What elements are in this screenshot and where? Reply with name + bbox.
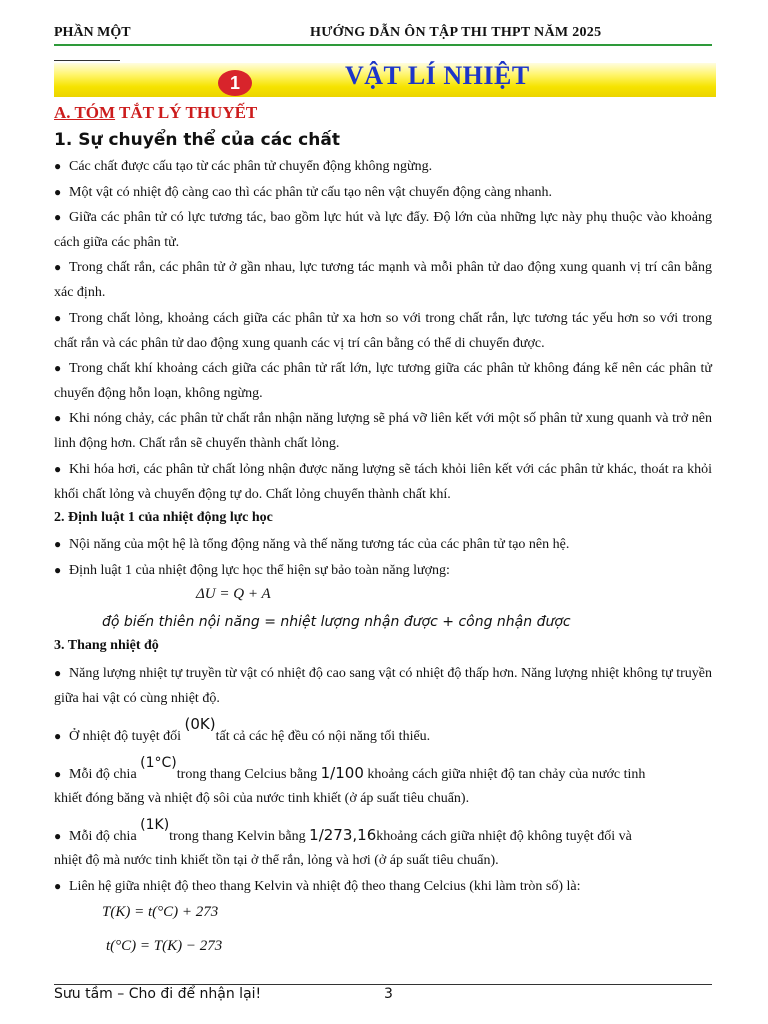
bullet-icon: ● bbox=[54, 311, 62, 325]
math-fraction-kelvin: 1/273,16 bbox=[309, 826, 377, 844]
list-item: ● Mỗi độ chia (1°C)trong thang Celcius bằng 1/100 khoảng cách giữa nhiệt độ tan chảy của nước tinh bbox=[54, 761, 712, 787]
list-item: ● Trong chất rắn, các phân tử ở gần nhau, lực tương tác mạnh và mỗi phân tử dao động xung quanh vị trí cân bằng xác định. bbox=[54, 255, 712, 305]
list-item: ● Một vật có nhiệt độ càng cao thì các phân tử cấu tạo nên vật chuyển động càng nhanh. bbox=[54, 180, 712, 205]
bullet-icon: ● bbox=[54, 210, 62, 224]
list-item: ● Mỗi độ chia (1K)trong thang Kelvin bằng 1/273,16khoảng cách giữa nhiệt độ không tuyệt đối và bbox=[54, 823, 712, 849]
equation-celsius: t(°C) = T(K) − 273 bbox=[106, 938, 223, 954]
equation-first-law: ΔU = Q + A bbox=[196, 586, 271, 602]
page-header bbox=[54, 24, 712, 46]
section-heading bbox=[54, 103, 257, 123]
bullet-icon: ● bbox=[54, 260, 62, 274]
bullet-icon: ● bbox=[54, 411, 62, 425]
bullet-icon: ● bbox=[54, 361, 62, 375]
page-number: 3 bbox=[384, 986, 393, 1002]
bullet-icon: ● bbox=[54, 537, 62, 551]
footer-rule bbox=[54, 984, 712, 985]
math-zero-kelvin: (0K) bbox=[184, 715, 216, 733]
bullet-icon: ● bbox=[54, 767, 62, 781]
list-item: ● Ở nhiệt độ tuyệt đối (0K)tất cả các hệ đều có nội năng tối thiểu. bbox=[54, 723, 712, 749]
math-one-kelvin: (1K) bbox=[140, 817, 170, 833]
list-item: ● Các chất được cấu tạo từ các phân tử chuyển động không ngừng. bbox=[54, 154, 712, 179]
bullet-icon: ● bbox=[54, 829, 62, 843]
math-one-celsius: (1°C) bbox=[140, 755, 177, 771]
subheading-3: 3. Thang nhiệt độ bbox=[54, 638, 159, 653]
header-title: HƯỚNG DẪN ÔN TẬP THI THPT NĂM 2025 bbox=[310, 25, 602, 40]
bullet-icon: ● bbox=[54, 462, 62, 476]
math-fraction-celsius: 1/100 bbox=[320, 764, 364, 782]
header-part: PHẦN MỘT bbox=[54, 25, 131, 40]
list-item: ● Giữa các phân tử có lực tương tác, bao gồm lực hút và lực đẩy. Độ lớn của những lực này phụ thuộc vào khoảng cách giữa các phân tử. bbox=[54, 205, 712, 255]
equation-kelvin: T(K) = t(°C) + 273 bbox=[102, 904, 219, 920]
list-item: ● Nội năng của một hệ là tổng động năng và thế năng tương tác của các phân tử tạo nên hệ. bbox=[54, 532, 712, 557]
list-item: ● Liên hệ giữa nhiệt độ theo thang Kelvin và nhiệt độ theo thang Celcius (khi làm tròn số) là: bbox=[54, 874, 712, 899]
equation-first-law-note: độ biến thiên nội năng = nhiệt lượng nhận được + công nhận được bbox=[102, 614, 571, 630]
list-item-continued: khiết đóng băng và nhiệt độ sôi của nước tinh khiết (ở áp suất tiêu chuẩn). bbox=[54, 791, 470, 806]
chapter-title: VẬT LÍ NHIỆT bbox=[345, 61, 530, 90]
section-heading-underlined: A. TÓM bbox=[54, 103, 116, 122]
bullet-icon: ● bbox=[54, 666, 62, 680]
footer-text: Sưu tầm – Cho đi để nhận lại! bbox=[54, 986, 262, 1002]
bullet-icon: ● bbox=[54, 159, 62, 173]
list-item: ● Khi nóng chảy, các phân tử chất rắn nhận năng lượng sẽ phá vỡ liên kết với một số phân tử xung quanh và trở nên linh động hơn. Chất rắn sẽ chuyển thành chất lỏng. bbox=[54, 406, 712, 456]
section-heading-rest: TẮT LÝ THUYẾT bbox=[115, 103, 258, 122]
subheading-2: 2. Định luật 1 của nhiệt động lực học bbox=[54, 510, 273, 525]
decorative-rule bbox=[54, 60, 120, 61]
bullet-icon: ● bbox=[54, 729, 62, 743]
list-item: ● Trong chất khí khoảng cách giữa các phân tử rất lớn, lực tương giữa các phân tử không đáng kể nên các phân tử chuyển động hỗn loạn, không ngừng. bbox=[54, 356, 712, 406]
list-item: ● Năng lượng nhiệt tự truyền từ vật có nhiệt độ cao sang vật có nhiệt độ thấp hơn. Năng lượng nhiệt không tự truyền giữa hai vật có cùng nhiệt độ. bbox=[54, 661, 712, 711]
bullet-icon: ● bbox=[54, 563, 62, 577]
subheading-1: 1. Sự chuyển thể của các chất bbox=[54, 130, 340, 150]
list-item: ● Định luật 1 của nhiệt động lực học thể hiện sự bảo toàn năng lượng: bbox=[54, 558, 712, 583]
bullet-icon: ● bbox=[54, 879, 62, 893]
list-item: ● Trong chất lỏng, khoảng cách giữa các phân tử xa hơn so với trong chất rắn, lực tương tác yếu hơn so với trong chất rắn và các phân tử dao động xung quanh các vị trí cân bằng có thể di chuyển được. bbox=[54, 306, 712, 356]
list-item: ● Khi hóa hơi, các phân tử chất lỏng nhận được năng lượng sẽ tách khỏi liên kết với các phân tử khác, thoát ra khỏi khối chất lỏng và chuyển động tự do. Chất lỏng chuyển thành chất khí. bbox=[54, 457, 712, 507]
bullet-icon: ● bbox=[54, 185, 62, 199]
chapter-number-badge: 1 bbox=[218, 70, 252, 96]
list-item-continued: nhiệt độ mà nước tinh khiết tồn tại ở thể rắn, lỏng và hơi (ở áp suất tiêu chuẩn). bbox=[54, 853, 499, 868]
